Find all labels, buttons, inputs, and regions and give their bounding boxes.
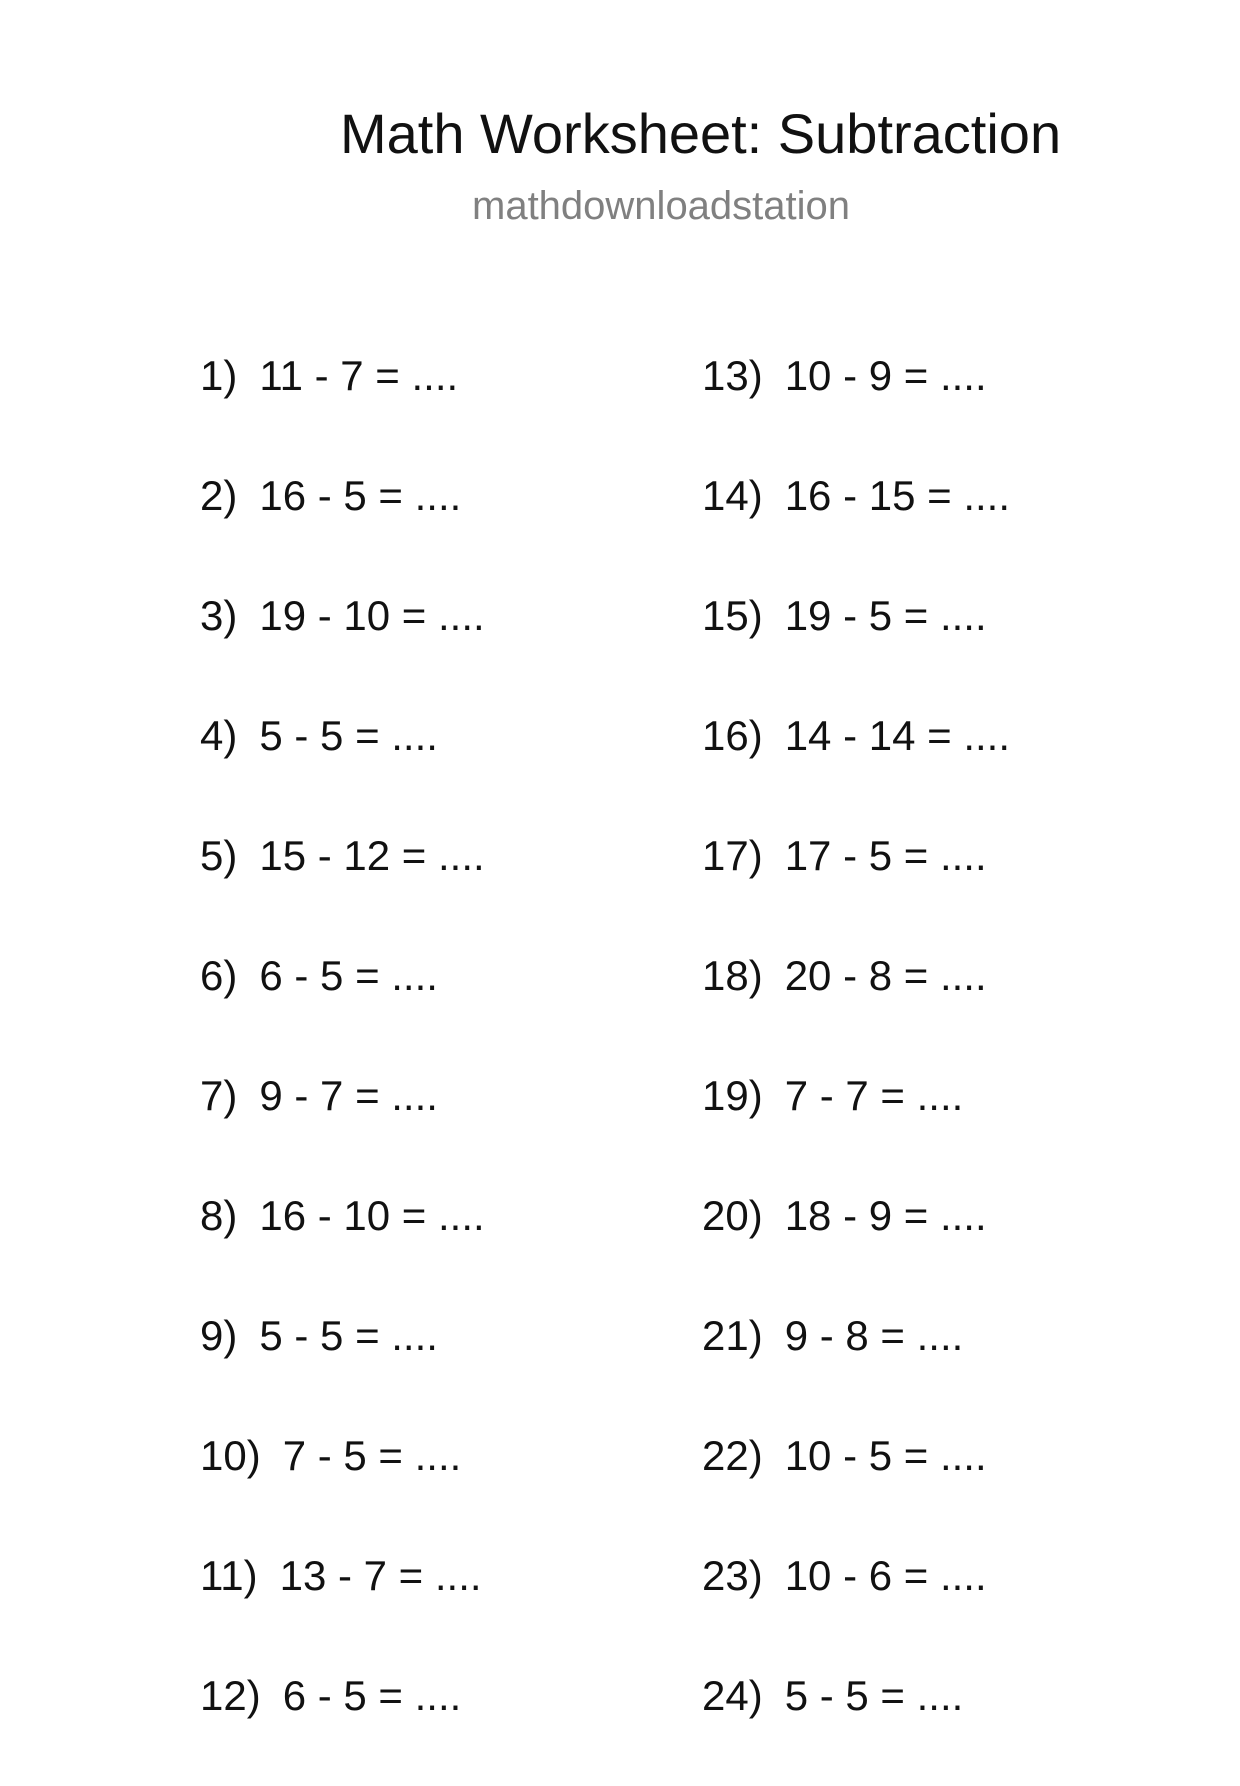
problem-expression: 15 - 12 = .... xyxy=(259,832,485,879)
problem-expression: 17 - 5 = .... xyxy=(784,832,987,879)
problem-expression: 16 - 5 = .... xyxy=(259,472,462,519)
problem-expression: 5 - 5 = .... xyxy=(259,1312,438,1359)
problem-item xyxy=(702,1666,1010,1786)
worksheet-source: mathdownloadstation xyxy=(472,184,851,228)
problem-number: 12) xyxy=(200,1672,261,1719)
problem-number: 23) xyxy=(702,1552,763,1599)
problem-number: 17) xyxy=(702,832,763,879)
problem-expression: 5 - 5 = .... xyxy=(784,1672,964,1719)
problem-expression: 19 - 10 = .... xyxy=(259,592,485,639)
problem-item xyxy=(200,586,485,706)
problem-expression: 9 - 7 = .... xyxy=(259,1072,438,1119)
worksheet-title: Math Worksheet: Subtraction xyxy=(340,102,1062,165)
problem-number: 7) xyxy=(200,1072,238,1119)
problem-number: 21) xyxy=(702,1312,763,1359)
problem-expression: 16 - 15 = .... xyxy=(784,472,1011,519)
problem-number: 4) xyxy=(200,712,238,759)
problem-item xyxy=(200,1666,485,1786)
problem-number: 9) xyxy=(200,1312,238,1359)
problem-number: 16) xyxy=(702,712,763,759)
problem-item xyxy=(200,346,485,466)
problem-item xyxy=(702,1186,1010,1306)
problem-number: 8) xyxy=(200,1192,238,1239)
problem-item xyxy=(702,1306,1010,1426)
problem-item xyxy=(200,466,485,586)
problem-column-left xyxy=(200,346,485,1786)
problem-number: 6) xyxy=(200,952,238,999)
problem-number: 1) xyxy=(200,352,238,399)
problem-item xyxy=(702,586,1010,706)
problem-expression: 20 - 8 = .... xyxy=(784,952,987,999)
problem-expression: 11 - 7 = .... xyxy=(259,352,459,399)
problem-number: 2) xyxy=(200,472,238,519)
problem-expression: 6 - 5 = .... xyxy=(282,1672,462,1719)
problem-expression: 9 - 8 = .... xyxy=(784,1312,964,1359)
problem-item xyxy=(702,466,1010,586)
problem-item xyxy=(702,706,1010,826)
problem-number: 5) xyxy=(200,832,238,879)
problem-expression: 10 - 5 = .... xyxy=(784,1432,987,1479)
problem-item xyxy=(702,1426,1010,1546)
problem-number: 10) xyxy=(200,1432,261,1479)
problem-number: 18) xyxy=(702,952,763,999)
problem-number: 3) xyxy=(200,592,238,639)
problem-expression: 5 - 5 = .... xyxy=(259,712,438,759)
problem-expression: 7 - 5 = .... xyxy=(282,1432,462,1479)
problem-expression: 10 - 9 = .... xyxy=(784,352,987,399)
problem-item xyxy=(200,1306,485,1426)
problem-expression: 13 - 7 = .... xyxy=(279,1552,482,1599)
problem-item xyxy=(200,946,485,1066)
problem-column-right xyxy=(702,346,1010,1786)
problem-expression: 10 - 6 = .... xyxy=(784,1552,987,1599)
problem-item xyxy=(200,826,485,946)
problem-item xyxy=(200,1426,485,1546)
problem-number: 24) xyxy=(702,1672,763,1719)
problem-item xyxy=(200,1186,485,1306)
problem-item xyxy=(702,346,1010,466)
problem-item xyxy=(702,946,1010,1066)
problem-expression: 19 - 5 = .... xyxy=(784,592,987,639)
problem-expression: 6 - 5 = .... xyxy=(259,952,438,999)
problem-item xyxy=(200,1066,485,1186)
problem-item xyxy=(200,1546,485,1666)
problem-number: 22) xyxy=(702,1432,763,1479)
problem-item xyxy=(702,1546,1010,1666)
problem-expression: 7 - 7 = .... xyxy=(784,1072,964,1119)
problem-number: 15) xyxy=(702,592,763,639)
problem-item xyxy=(702,826,1010,946)
problem-number: 20) xyxy=(702,1192,763,1239)
problem-expression: 16 - 10 = .... xyxy=(259,1192,485,1239)
problem-expression: 14 - 14 = .... xyxy=(784,712,1011,759)
problem-number: 11) xyxy=(200,1552,258,1599)
problem-number: 19) xyxy=(702,1072,763,1119)
problem-item xyxy=(702,1066,1010,1186)
problem-expression: 18 - 9 = .... xyxy=(784,1192,987,1239)
problem-number: 13) xyxy=(702,352,763,399)
problem-item xyxy=(200,706,485,826)
problem-number: 14) xyxy=(702,472,763,519)
